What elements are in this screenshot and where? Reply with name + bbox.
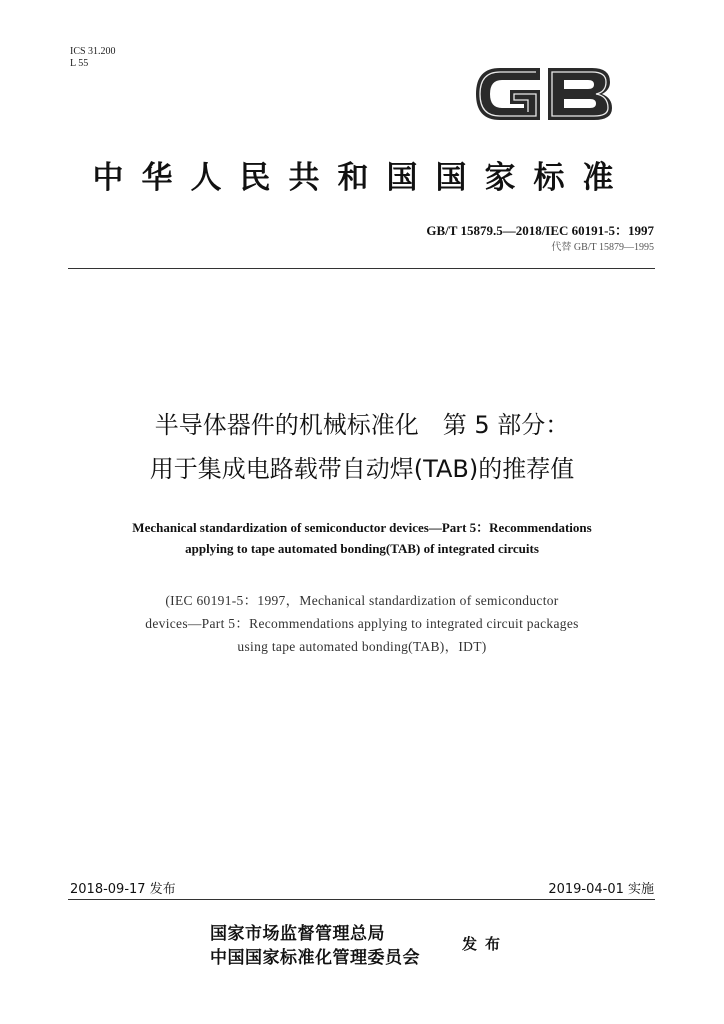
- iec-reference-line1: (IEC 60191-5：1997，Mechanical standardization of semiconductor: [165, 593, 559, 608]
- issuer-samr: 国家市场监督管理总局: [210, 924, 385, 944]
- title-cn-line2: 用于集成电路载带自动焊(TAB)的推荐值: [149, 455, 575, 483]
- effective-date: 2019-04-01 实施: [548, 882, 654, 897]
- publish-date: 2018-09-17 发布: [70, 882, 176, 897]
- header-divider: [68, 268, 655, 269]
- title-cn-line1: 半导体器件的机械标准化 第 5 部分：: [154, 411, 570, 439]
- standard-type-title: 中华人民共和国国家标准: [92, 160, 632, 196]
- issuer-sac: 中国国家标准化管理委员会: [210, 948, 420, 968]
- iec-reference-line3: using tape automated bonding(TAB)，IDT): [237, 639, 487, 654]
- standard-number-text: GB/T 15879.5—2018/IEC 60191-5：1997: [426, 223, 654, 238]
- standard-number: [426, 220, 654, 239]
- gb-logo: [470, 58, 618, 130]
- title-en-line2: applying to tape automated bonding(TAB) of integrated circuits: [185, 541, 539, 556]
- title-en-line1: Mechanical standardization of semiconductor devices—Part 5：Recommendations: [132, 520, 592, 535]
- ics-code: ICS 31.200: [70, 46, 116, 57]
- issue-label: 发布: [462, 935, 509, 953]
- ccs-code: L 55: [70, 58, 89, 69]
- footer-divider: [68, 899, 655, 900]
- iec-reference-line2: devices—Part 5：Recommendations applying to integrated circuit packages: [145, 616, 579, 631]
- replaces-standard: 代替 GB/T 15879—1995: [551, 242, 654, 253]
